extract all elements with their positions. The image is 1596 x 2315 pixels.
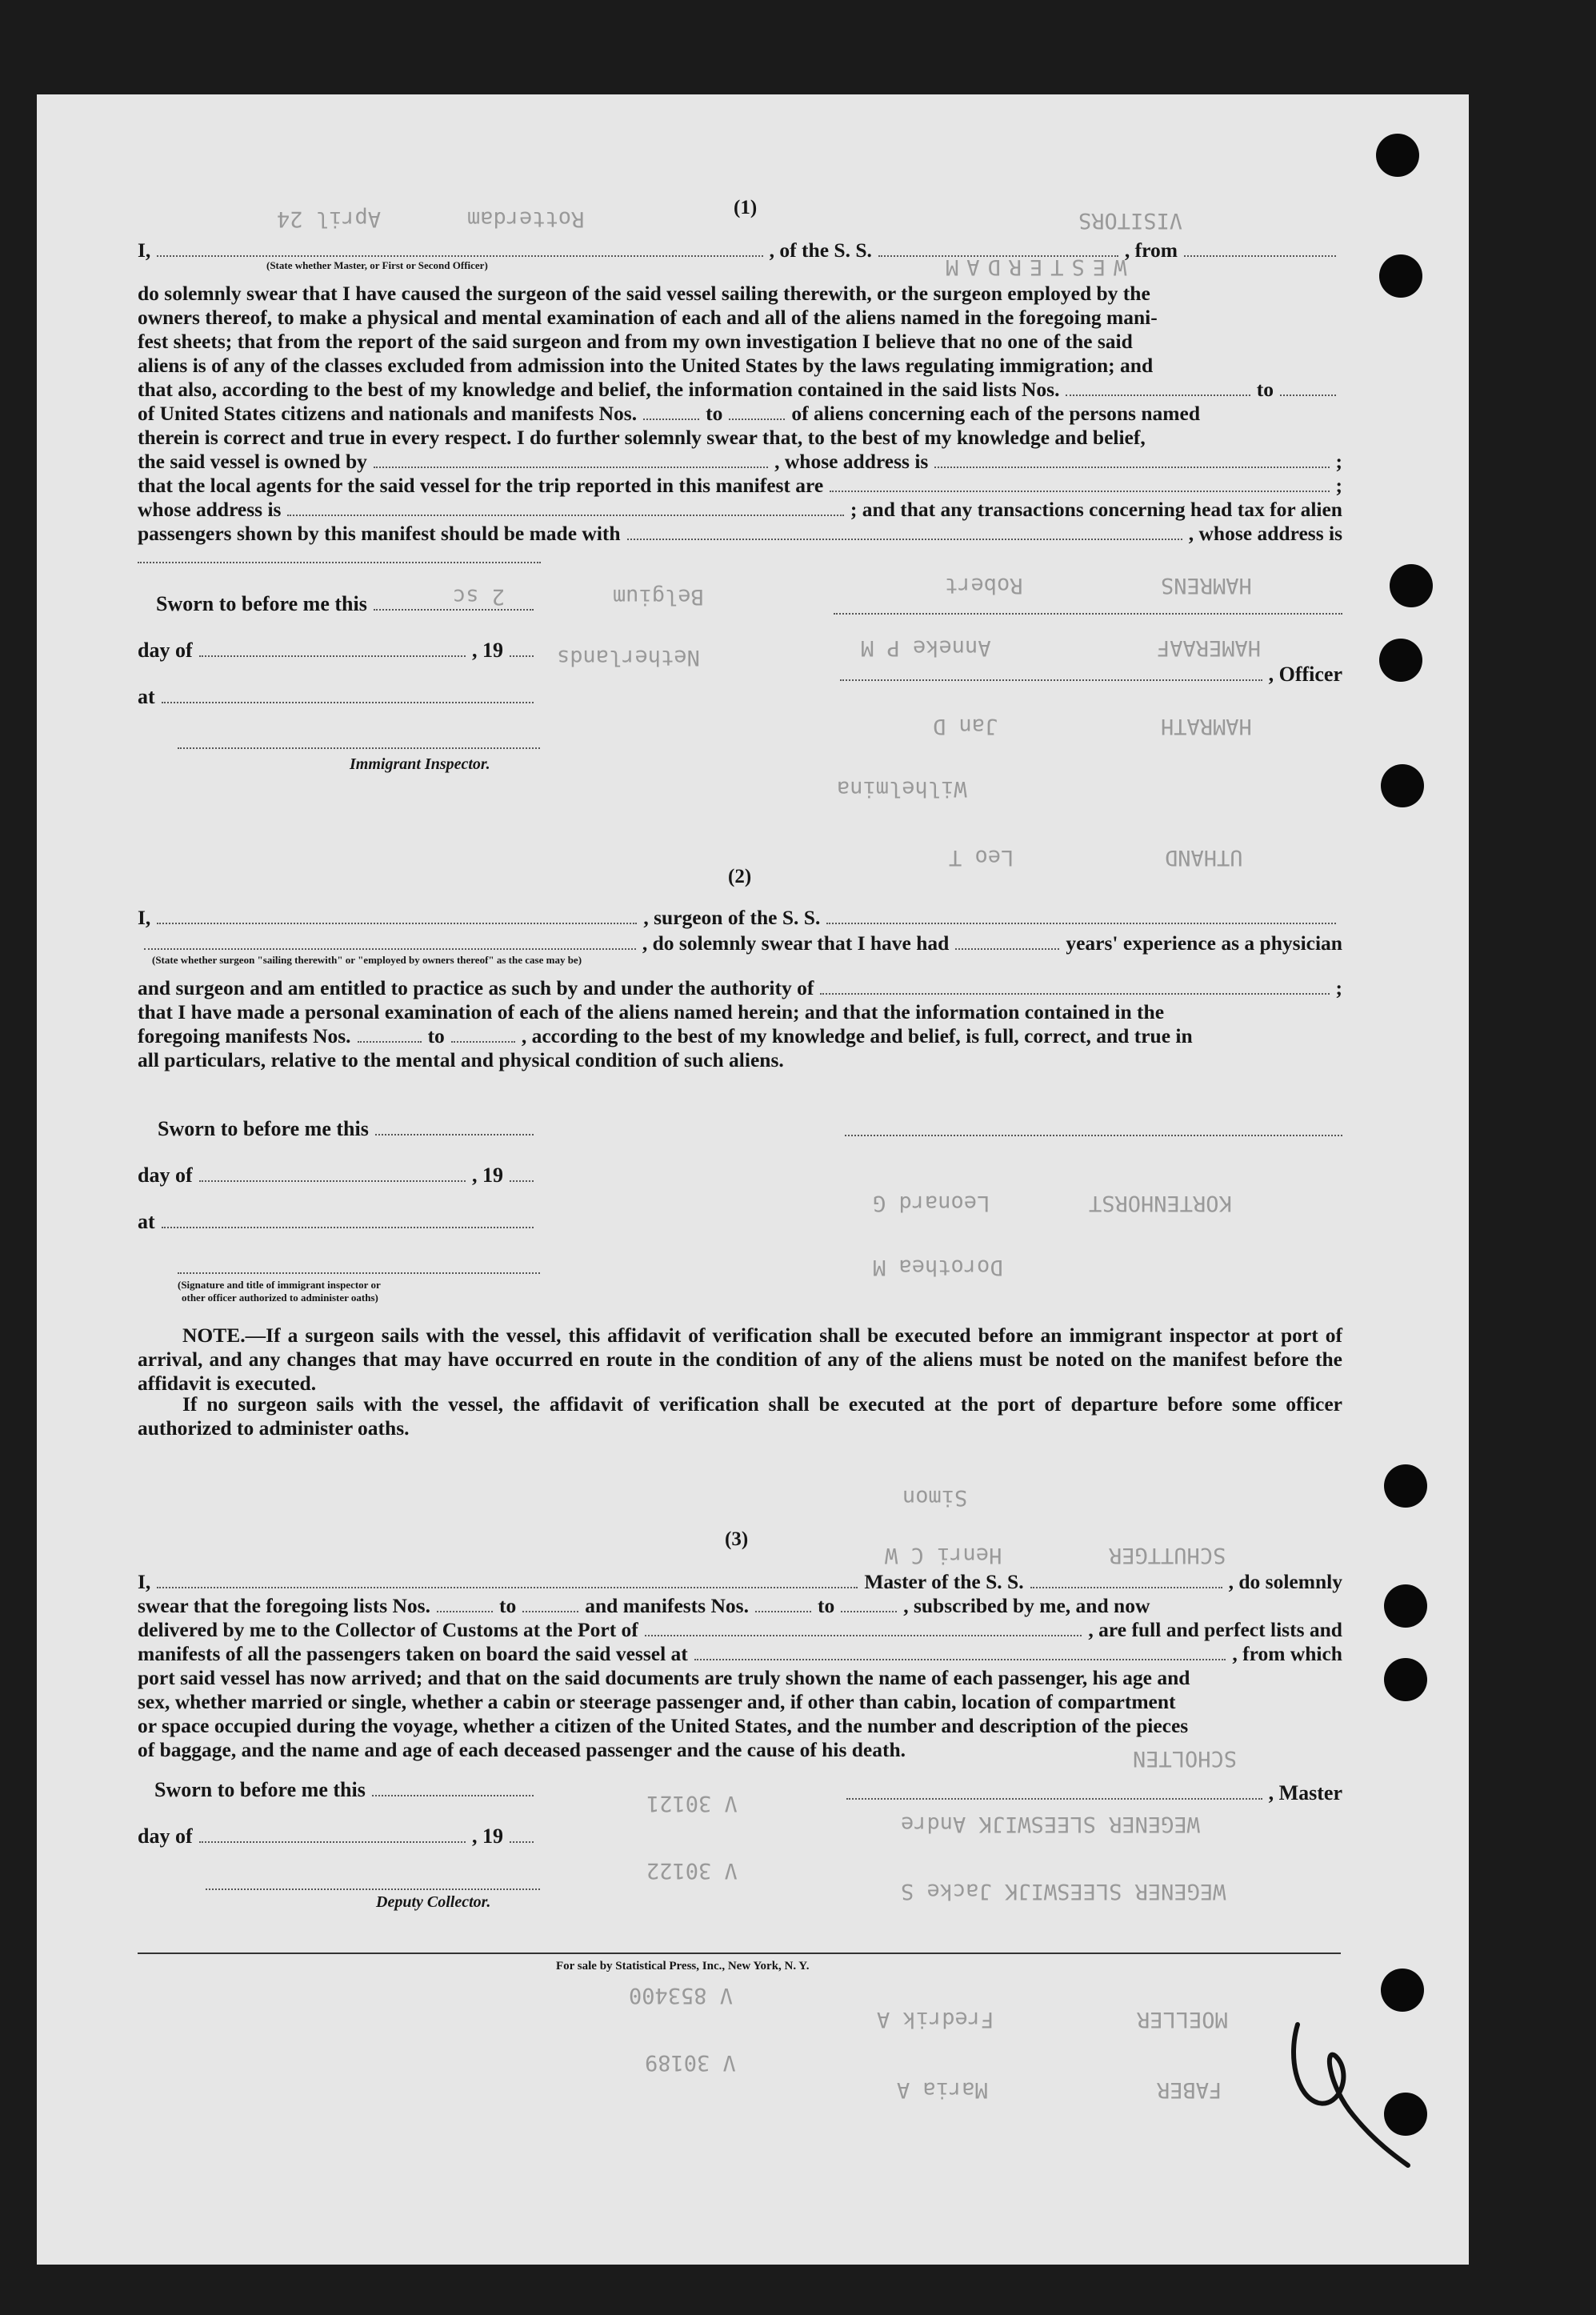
- bleed-through-text: MOELLER: [1137, 2007, 1228, 2032]
- collector-signature-line: [206, 1888, 540, 1890]
- section-3-line-2: swear that the foregoing lists Nos. to and manifests Nos. to , subscribed by me, and now: [138, 1594, 1150, 1617]
- section-2-number: (2): [728, 866, 752, 887]
- bleed-through-text: Henri C W: [885, 1543, 1002, 1568]
- bleed-through-text: Leo T: [949, 845, 1014, 870]
- section-1-line-10: that the local agents for the said vessel for the trip reported in this manifest are ;: [138, 474, 1342, 497]
- section-1-line-6: that also, according to the best of my knowledge and belief, the information contained in the said lists Nos. to: [138, 378, 1342, 402]
- section-3-line-7: or space occupied during the voyage, whether a citizen of the United States, and the number and description of the pieces: [138, 1714, 1189, 1737]
- deputy-collector-label: Deputy Collector.: [376, 1893, 491, 1911]
- section-3-line-1: I, Master of the S. S. , do solemnly: [138, 1570, 1342, 1593]
- section-3-line-3: delivered by me to the Collector of Customs at the Port of , are full and perfect lists and: [138, 1618, 1342, 1641]
- bleed-through-text: KORTENHORST: [1089, 1191, 1232, 1216]
- bleed-through-text: Wilhelmina: [837, 776, 967, 801]
- note-paragraph-2: If no surgeon sails with the vessel, the affidavit of verification shall be executed at the port of departure before some officer authorized to administer oaths.: [138, 1392, 1342, 1440]
- bleed-through-text: Rotterdam: [467, 206, 585, 231]
- bleed-through-text: Simon: [902, 1485, 968, 1510]
- section-3-line-6: sex, whether married or single, whether a cabin or steerage passenger and, if other than cabin, location of compartment: [138, 1690, 1176, 1713]
- section-2-line-6: all particulars, relative to the mental and physical condition of such aliens.: [138, 1048, 784, 1071]
- bleed-through-text: Jan D: [933, 714, 998, 739]
- bleed-through-text: HAMRATH: [1161, 714, 1252, 739]
- bleed-through-text: WEGENER SLEESWIJK Jacke S: [901, 1879, 1226, 1904]
- bleed-through-text: Maria A: [897, 2077, 988, 2102]
- at-line-2: at: [138, 1210, 540, 1234]
- bleed-through-text: Dorothea M: [873, 1255, 1003, 1280]
- witness-signature-line: [178, 1272, 540, 1274]
- master-line: , Master: [840, 1781, 1342, 1805]
- section-1-line-2: do solemnly swear that I have caused the surgeon of the said vessel sailing therewith, or the surgeon employed by the: [138, 282, 1150, 305]
- printer-footer: For sale by Statistical Press, Inc., New York, N. Y.: [556, 1960, 810, 1973]
- punch-hole: [1390, 564, 1433, 607]
- bleed-through-text: SCHUTTGER: [1109, 1543, 1226, 1568]
- bleed-through-text: V 30189: [645, 2050, 736, 2075]
- section-2-line-1: I, , surgeon of the S. S.: [138, 906, 1342, 930]
- bleed-through-text: WEGENER SLEESWIJK Andre: [901, 1812, 1200, 1836]
- surgeon-type-note: (State whether surgeon "sailing therewith" or "employed by owners thereof" as the case may be): [152, 954, 582, 966]
- section-2-line-4: that I have made a personal examination of each of the aliens named herein; and that the information contained in the: [138, 1000, 1165, 1023]
- officer-sig-line-top: [834, 613, 1342, 615]
- handwritten-mark: [1280, 2009, 1416, 2169]
- footer-rule: [138, 1953, 1341, 1954]
- section-2-line-2: , do solemnly swear that I have had years' experience as a physician: [138, 931, 1342, 955]
- bleed-through-text: V 30122: [646, 1858, 738, 1883]
- day-line-2: day of , 19: [138, 1164, 540, 1188]
- section-2-line-3: and surgeon and am entitled to practice as such by and under the authority of ;: [138, 976, 1342, 999]
- bleed-through-text: V 30121: [646, 1791, 738, 1816]
- bleed-through-text: Netherlands: [557, 645, 700, 670]
- day-line-3: day of , 19: [138, 1824, 540, 1848]
- bleed-through-text: HAMRENS: [1161, 573, 1252, 598]
- bleed-through-text: 2 sc: [453, 584, 506, 609]
- section-3-number: (3): [725, 1528, 749, 1550]
- signature-note-2: other officer authorized to administer oaths): [182, 1292, 378, 1304]
- punch-hole: [1379, 254, 1422, 298]
- bleed-through-text: SCHOLTEN: [1133, 1746, 1238, 1771]
- section-1-line-11: whose address is ; and that any transactions concerning head tax for alien: [138, 498, 1342, 521]
- bleed-through-text: Fredrik A: [877, 2007, 994, 2032]
- section-3-line-5: port said vessel has now arrived; and that on the said documents are truly shown the name of each passenger, his age and: [138, 1666, 1190, 1689]
- bleed-through-text: UTHAND: [1165, 845, 1243, 870]
- officer-line: , Officer: [834, 663, 1342, 687]
- bleed-through-text: VISITORS: [1078, 208, 1183, 233]
- section-1-line-9: the said vessel is owned by , whose address is ;: [138, 450, 1342, 473]
- inspector-signature-line: [178, 747, 540, 749]
- section-1-line-1: I, , of the S. S. , from: [138, 238, 1342, 262]
- punch-hole: [1381, 764, 1424, 807]
- bleed-through-text: April 24: [277, 206, 382, 231]
- signature-note-1: (Signature and title of immigrant inspector or: [178, 1279, 381, 1291]
- section-1-line-7: of United States citizens and nationals and manifests Nos. to of aliens concerning each of the persons named: [138, 402, 1201, 425]
- surgeon-signature-line: [845, 1135, 1342, 1136]
- section-1-number: (1): [734, 197, 758, 218]
- sworn-line-1: Sworn to before me this: [156, 592, 540, 616]
- day-line-1: day of , 19: [138, 639, 540, 663]
- section-1-line-3: owners thereof, to make a physical and mental examination of each and all of the aliens named in the foregoing mani-: [138, 306, 1158, 329]
- bleed-through-text: HAMERAAF: [1157, 635, 1262, 660]
- sworn-line-2: Sworn to before me this: [158, 1117, 540, 1141]
- punch-hole: [1376, 134, 1419, 177]
- bleed-through-text: Belgium: [613, 584, 704, 609]
- note-paragraph-1: NOTE.—If a surgeon sails with the vessel, this affidavit of verification shall be executed before an immigrant inspector at port of arrival, and any changes that may have occurred en route in the condition of any of the aliens must be noted on the manifest before the affidavit is executed.: [138, 1324, 1342, 1395]
- bleed-through-text: Anneke P M: [861, 635, 991, 660]
- section-2-line-5: foregoing manifests Nos. to , according to the best of my knowledge and belief, is full, correct, and true in: [138, 1024, 1193, 1047]
- punch-hole: [1384, 1584, 1427, 1628]
- section-1-line-4: fest sheets; that from the report of the said surgeon and from my own investigation I believe that no one of the said: [138, 330, 1133, 353]
- bleed-through-text: FABER: [1157, 2077, 1222, 2102]
- bleed-through-text: V 853400: [629, 1983, 734, 2008]
- bleed-through-text: Robert: [945, 573, 1023, 598]
- section-3-line-8: of baggage, and the name and age of each deceased passenger and the cause of his death.: [138, 1738, 906, 1761]
- sworn-line-3: Sworn to before me this: [154, 1778, 540, 1802]
- officer-type-note: (State whether Master, or First or Second Officer): [266, 259, 488, 271]
- punch-hole: [1384, 1464, 1427, 1508]
- punch-hole: [1379, 639, 1422, 682]
- at-line-1: at: [138, 685, 540, 709]
- section-1-line-8: therein is correct and true in every respect. I do further solemnly swear that, to the best of my knowledge and belief,: [138, 426, 1146, 449]
- bleed-through-text: Leonard G: [873, 1191, 990, 1216]
- address-blank: [138, 562, 541, 563]
- section-1-line-5: aliens is of any of the classes excluded from admission into the United States by the laws regulating immigration; and: [138, 354, 1154, 377]
- bleed-through-text: WESTERDAM: [938, 254, 1127, 279]
- punch-hole: [1381, 1969, 1424, 2012]
- section-1-line-12: passengers shown by this manifest should be made with , whose address is: [138, 522, 1342, 545]
- inspector-label: Immigrant Inspector.: [350, 755, 490, 773]
- punch-hole: [1384, 1658, 1427, 1701]
- section-3-line-4: manifests of all the passengers taken on board the said vessel at , from which: [138, 1642, 1342, 1665]
